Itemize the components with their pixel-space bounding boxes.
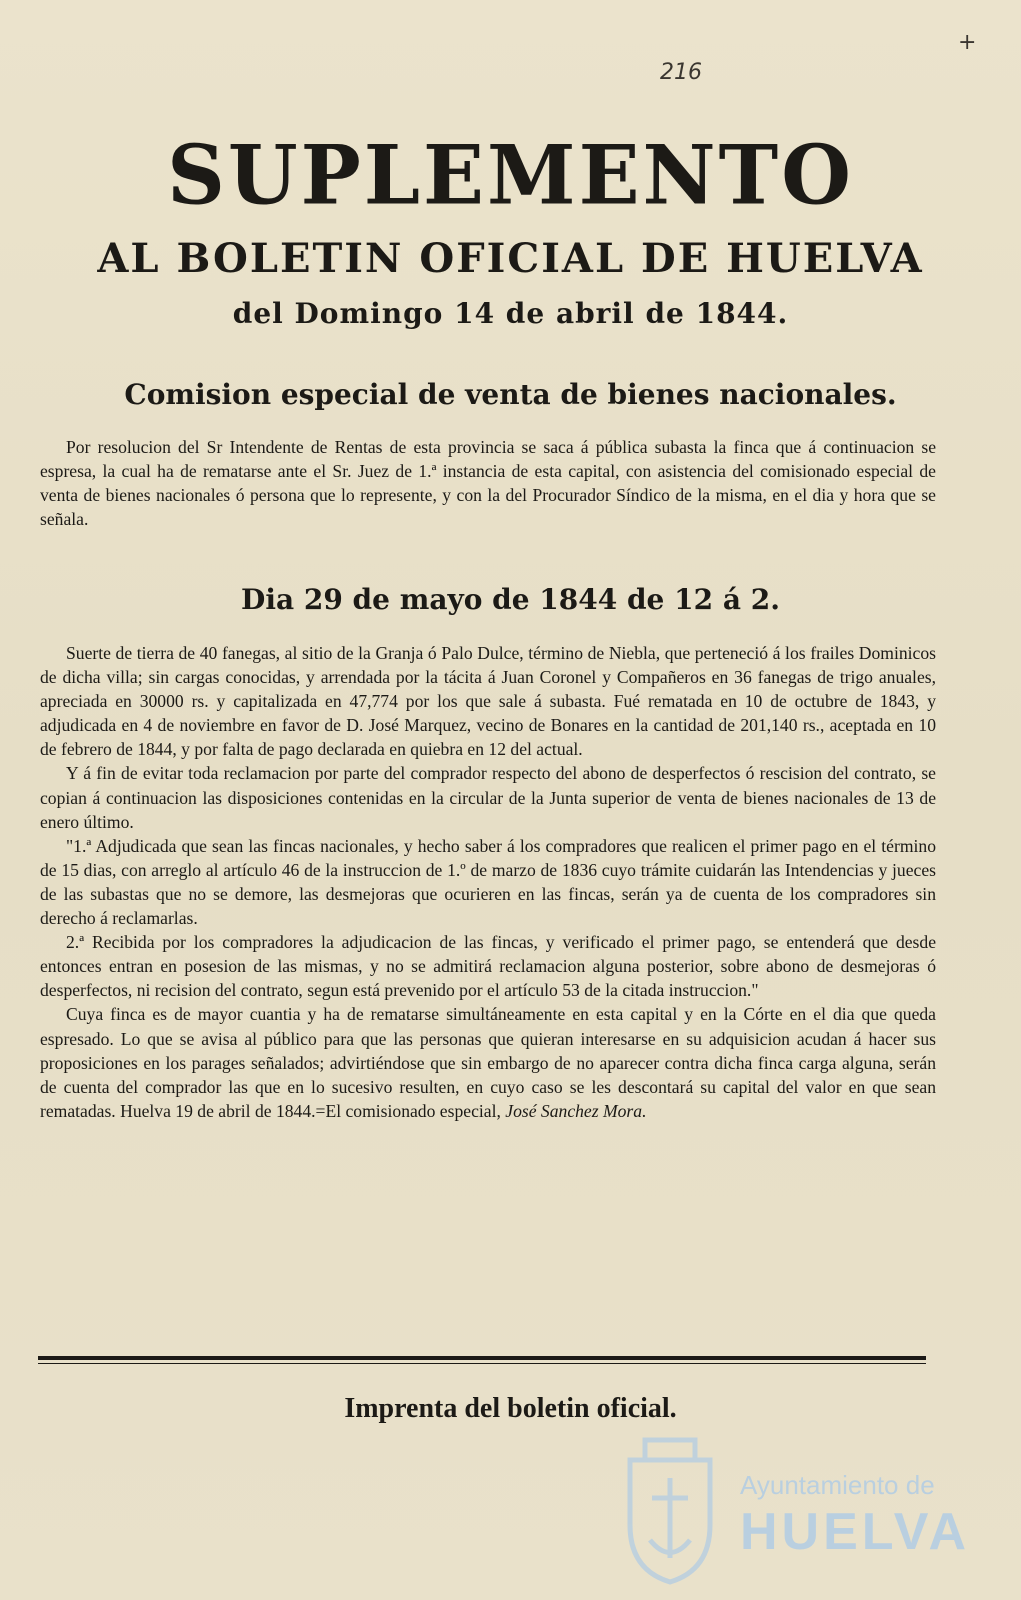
signer-name: José Sanchez Mora.: [505, 1100, 647, 1121]
archive-watermark: [600, 1430, 971, 1590]
watermark-line-2: HUELVA: [740, 1503, 971, 1561]
section-title: Comision especial de venta de bienes nacionales.: [124, 378, 897, 411]
footer-divider-thin: [38, 1363, 926, 1364]
closing-text: Cuya finca es de mayor cuantia y ha de rematarse simultáneamente en esta capital y en la Córte en el dia que queda espresado. Lo que se avisa al público para que las personas que quieran interesarse en su adquisicion acudan á hacer sus proposiciones en los parages señalados; advirtiéndose que sin embargo de no aparecer contra dicha finca carga alguna, serán de cuenta del comprador las que en lo sucesivo resulten, en cuyo caso se les descontará su capital del valor en que sean rematadas. Huelva 19 de abril de 1844.=El comisionado especial,: [40, 1004, 936, 1121]
printer-imprint: Imprenta del boletin oficial.: [344, 1393, 677, 1424]
intro-paragraph: Por resolucion del Sr Intendente de Rentas de esta provincia se saca á pública subasta la finca que á continuacion se espresa, la cual ha de rematarse ante el Sr. Juez de 1.ª instancia de esta capital, con asistencia del comisionado especial de venta de bienes nacionales ó persona que lo represente, y con la del Procurador Síndico de la misma, en el dia y hora que se señala.: [40, 437, 936, 530]
auction-date-heading: Dia 29 de mayo de 1844 de 12 á 2.: [241, 583, 780, 616]
handwritten-corner-mark: +: [958, 30, 977, 55]
provision-1-paragraph: "1.ª Adjudicada que sean las fincas nacionales, y hecho saber á los compradores que realicen el primer pago en el término de 15 dias, con arreglo al artículo 46 de la instruccion de 1.º de marzo de 1836 cuyo trámite cuidarán las Intendencias y jueces de las subastas que no se demore, las desmejoras que ocurieren en las fincas, serán ya de cuenta de los compradores sin derecho á reclamarlas.: [40, 835, 936, 929]
handwritten-folio-number: 216: [660, 60, 702, 85]
closing-paragraph: [40, 1002, 936, 1122]
document-title: SUPLEMENTO: [167, 127, 854, 223]
property-description-paragraph: Suerte de tierra de 40 fanegas, al sitio de la Granja ó Palo Dulce, término de Niebla, que perteneció á los frailes Dominicos de dicha villa; sin cargas conocidas, y arrendada por la tácita á Juan Coronel y Compañeros en 36 fanegas de trigo anuales, apreciada en 30000 rs. y capitalizada en 47,774 por los que sale á subasta. Fué rematada en 10 de octubre de 1843, y adjudicada en 4 de noviembre en favor de D. José Marquez, vecino de Bonares en la cantidad de 201,140 rs., aceptada en 10 de febrero de 1844, y por falta de pago declarada en quiebra en 12 del actual.: [40, 643, 936, 760]
body-text: [40, 641, 936, 1123]
huelva-crest-icon: [610, 1430, 730, 1590]
date-line: del Domingo 14 de abril de 1844.: [232, 297, 789, 330]
watermark-line-1: Ayuntamiento de: [740, 1470, 935, 1500]
footer-divider-thick: [38, 1356, 926, 1360]
document-subtitle: AL BOLETIN OFICIAL DE HUELVA: [97, 235, 924, 282]
provision-2-paragraph: 2.ª Recibida por los compradores la adjudicacion de las fincas, y verificado el primer pago, se entenderá que desde entonces entran en posesion de las mismas, y no se admitirá reclamacion alguna posterior, sobre abono de desmejoras ó desperfectos, ni recision del contrato, segun está prevenido por el artículo 53 de la citada instruccion.": [40, 932, 936, 1001]
reclamation-notice-paragraph: Y á fin de evitar toda reclamacion por parte del comprador respecto del abono de desperfectos ó rescision del contrato, se copian á continuacion las disposiciones contenidas en la circular de la Junta superior de venta de bienes nacionales de 13 de enero último.: [40, 763, 936, 832]
